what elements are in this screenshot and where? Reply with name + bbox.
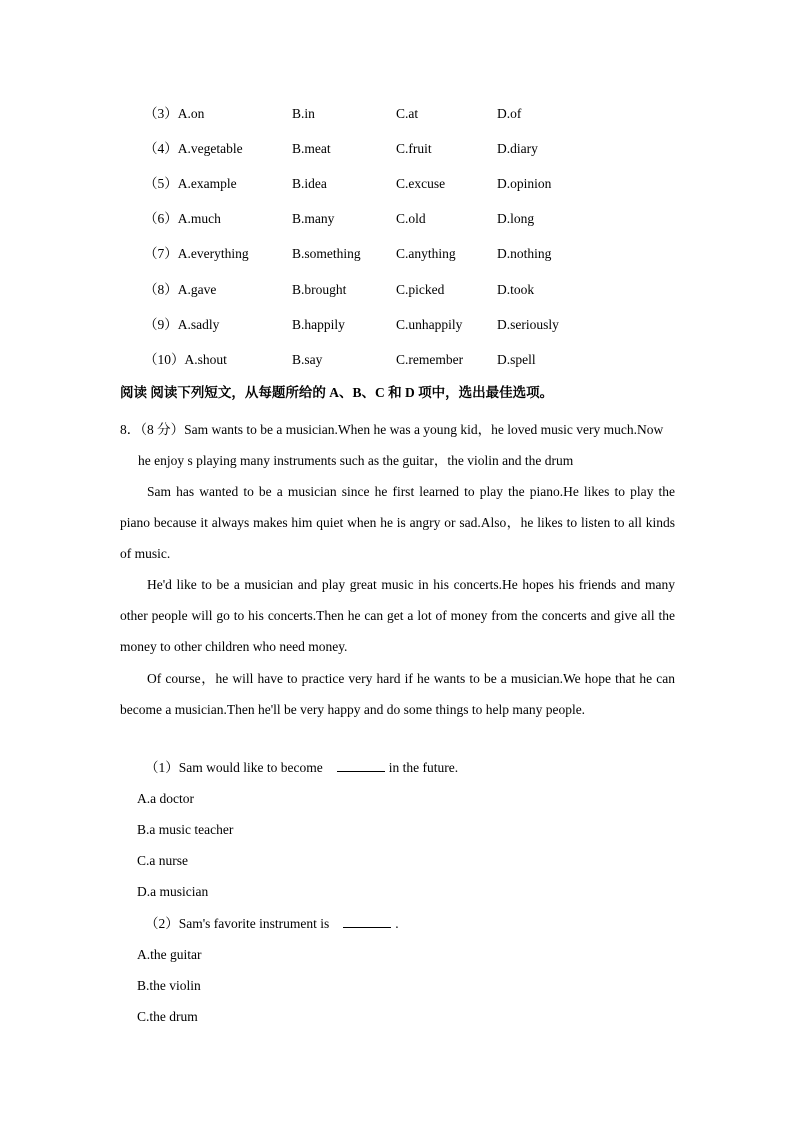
option-b: B.say — [292, 352, 323, 367]
question-1-option-a: A.a doctor — [137, 791, 194, 806]
question-number: （8）A.gave — [144, 282, 217, 297]
question-2-option-b: B.the violin — [137, 978, 201, 993]
question-1-option-d: D.a musician — [137, 884, 209, 899]
option-d: D.nothing — [497, 246, 552, 261]
answer-blank — [337, 759, 385, 772]
question-8-intro: 8．（8 分）Sam wants to be a musician.When he was a young kid，he loved music very much.Now — [120, 422, 664, 437]
question-1-stem — [145, 757, 458, 779]
question-1-option-b: B.a music teacher — [137, 822, 234, 837]
option-d: D.diary — [497, 141, 538, 156]
option-b: B.idea — [292, 176, 327, 191]
question-2-text-end: . — [395, 916, 399, 931]
option-d: D.of — [497, 106, 522, 121]
question-number: （4）A.vegetable — [144, 141, 243, 156]
options-row-10 — [0, 349, 794, 371]
options-row-3 — [0, 103, 794, 125]
question-8-header — [120, 414, 680, 476]
option-c: C.fruit — [396, 141, 432, 156]
option-b: B.meat — [292, 141, 331, 156]
option-d: D.seriously — [497, 317, 559, 332]
options-row-9 — [0, 314, 794, 336]
option-d: D.took — [497, 282, 535, 297]
question-2-text: （2）Sam's favorite instrument is — [145, 916, 330, 931]
option-b: B.happily — [292, 317, 345, 332]
question-number: （7）A.everything — [144, 246, 249, 261]
option-d: D.spell — [497, 352, 536, 367]
question-8-intro-continued: he enjoy s playing many instruments such as the guitar，the violin and the drum — [138, 453, 574, 468]
option-c: C.anything — [396, 246, 456, 261]
passage-paragraph-2: He'd like to be a musician and play great music in his concerts.He hopes his friends and many other people will go to his concerts.Then he can get a lot of money from the concerts and give all the money to other children who need money. — [120, 577, 675, 654]
question-number: （9）A.sadly — [144, 317, 220, 332]
question-2-option-c: C.the drum — [137, 1009, 198, 1024]
question-number: （6）A.much — [144, 211, 221, 226]
option-c: C.old — [396, 211, 426, 226]
option-d: D.long — [497, 211, 535, 226]
option-c: C.at — [396, 106, 419, 121]
question-2-option-a: A.the guitar — [137, 947, 202, 962]
option-c: C.picked — [396, 282, 445, 297]
passage-paragraph-1: Sam has wanted to be a musician since he first learned to play the piano.He likes to play the piano because it always makes him quiet when he is angry or sad.Also，he likes to listen to all kinds of music. — [120, 484, 675, 561]
question-number: （5）A.example — [144, 176, 237, 191]
option-b: B.in — [292, 106, 315, 121]
options-row-8 — [0, 279, 794, 301]
reading-section-heading: 阅读 阅读下列短文，从每题所给的 A、B、C 和 D 项中，选出最佳选项。 — [120, 385, 554, 400]
option-c: C.unhappily — [396, 317, 463, 332]
option-d: D.opinion — [497, 176, 552, 191]
options-row-6 — [0, 208, 794, 230]
options-row-4 — [0, 138, 794, 160]
option-c: C.remember — [396, 352, 464, 367]
question-number: （10）A.shout — [144, 352, 227, 367]
question-1-text: （1）Sam would like to become — [145, 760, 323, 775]
passage-paragraph-3: Of course，he will have to practice very hard if he wants to be a musician.We hope that he can become a musician.Then he'll be very happy and do some things to help many people. — [120, 671, 675, 717]
option-c: C.excuse — [396, 176, 446, 191]
question-number: （3）A.on — [144, 106, 205, 121]
question-1-text-end: in the future. — [388, 760, 459, 775]
options-row-5 — [0, 173, 794, 195]
options-row-7 — [0, 243, 794, 265]
option-b: B.something — [292, 246, 361, 261]
answer-blank — [343, 915, 391, 928]
option-b: B.brought — [292, 282, 347, 297]
question-1-option-c: C.a nurse — [137, 853, 188, 868]
option-b: B.many — [292, 211, 335, 226]
question-2-stem — [145, 913, 399, 935]
